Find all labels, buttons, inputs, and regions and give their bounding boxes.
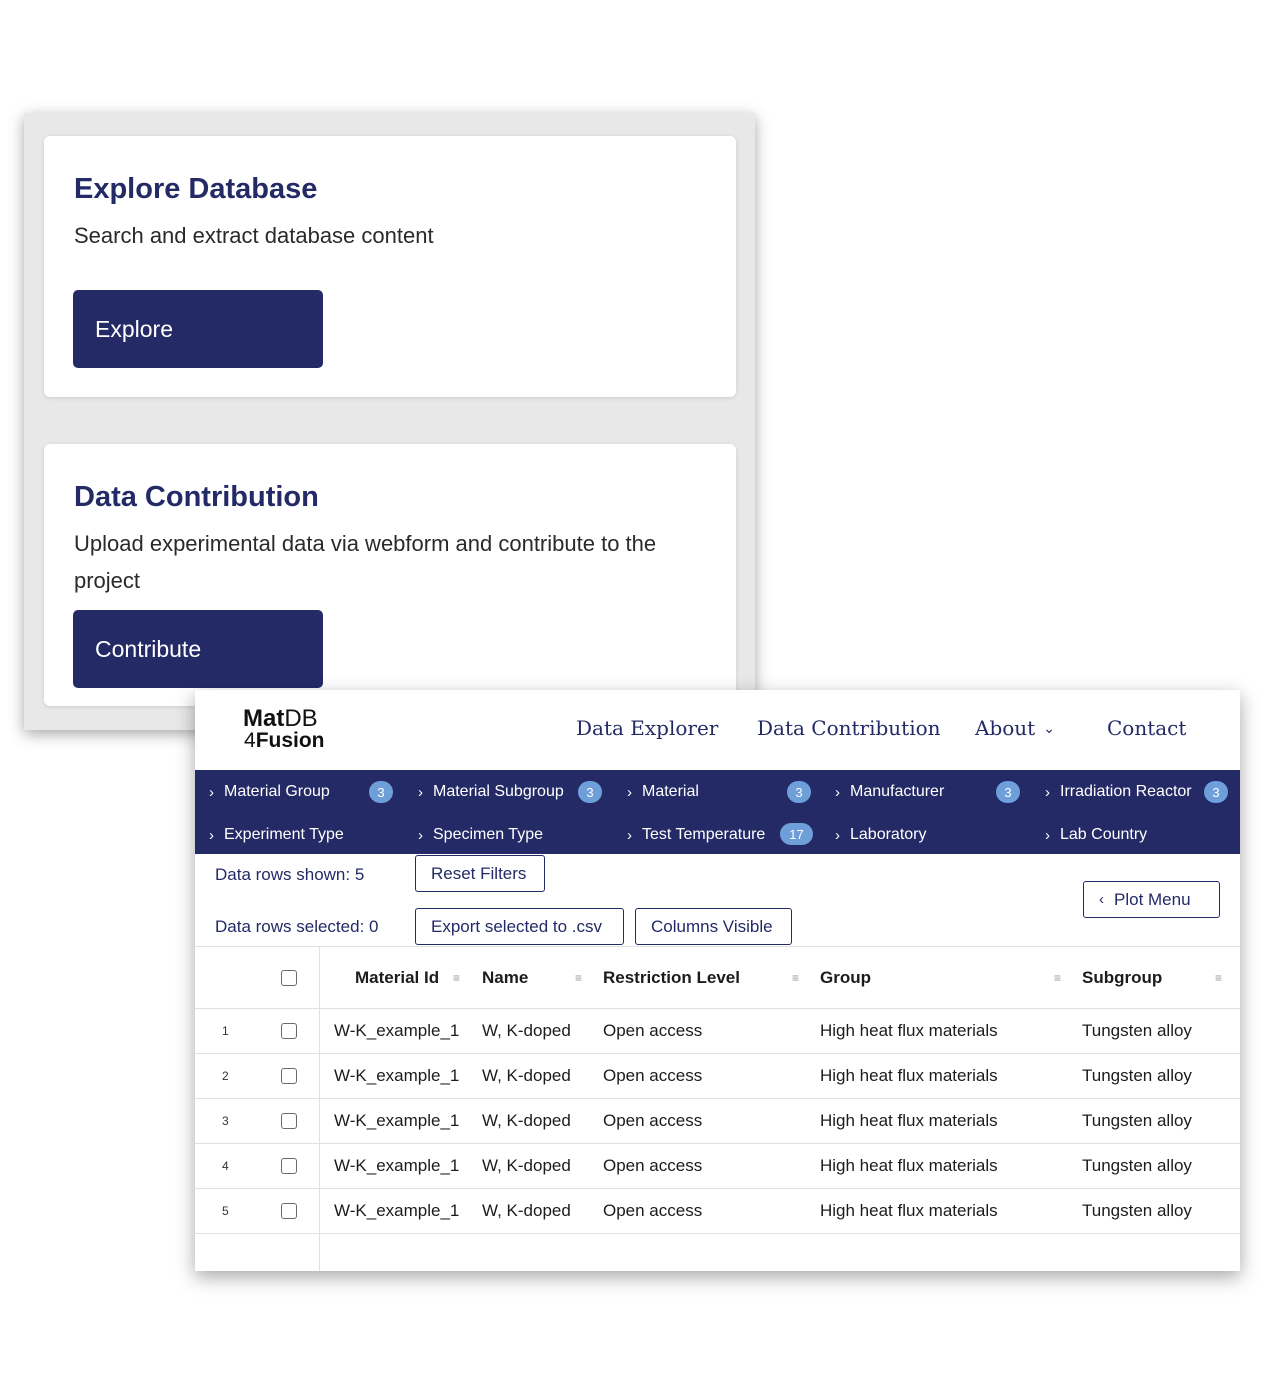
row-number: 3: [222, 1114, 229, 1128]
filter-label: Irradiation Reactor: [1060, 783, 1192, 800]
filter-label: Lab Country: [1060, 826, 1148, 843]
cell-material-id: W-K_example_1: [334, 1156, 460, 1175]
cell-name: W, K-doped: [482, 1021, 571, 1040]
filter-material-group[interactable]: [209, 777, 330, 807]
nav-data-contribution[interactable]: Data Contribution: [757, 716, 941, 740]
logo-db: DB: [284, 705, 318, 732]
cell-material-id: W-K_example_1: [334, 1111, 460, 1130]
plot-menu-label: Plot Menu: [1114, 889, 1191, 909]
sort-filter-icon[interactable]: ≡: [575, 970, 583, 985]
filter-count-badge: 3: [787, 781, 811, 803]
explore-button[interactable]: Explore: [73, 290, 323, 368]
sort-filter-icon[interactable]: ≡: [1215, 970, 1223, 985]
cell-restriction-level: Open access: [603, 1156, 703, 1175]
top-navbar: [195, 690, 1240, 770]
contribute-button[interactable]: Contribute: [73, 610, 323, 688]
nav-about[interactable]: [975, 716, 1055, 740]
cell-restriction-level: Open access: [603, 1111, 703, 1130]
export-csv-button[interactable]: Export selected to .csv: [415, 908, 624, 945]
filter-test-temperature[interactable]: [627, 820, 765, 850]
header-material-id[interactable]: Material Id: [355, 967, 440, 987]
sort-filter-icon[interactable]: ≡: [792, 970, 800, 985]
cell-restriction-level: Open access: [603, 1066, 703, 1085]
logo-mat: Mat: [243, 705, 285, 732]
explore-card: [44, 136, 736, 397]
chevron-right-icon: ›: [1045, 783, 1050, 801]
table-empty-row: [195, 1233, 1240, 1271]
row-checkbox[interactable]: [281, 1023, 297, 1039]
cell-restriction-level: Open access: [603, 1201, 703, 1220]
nav-contact[interactable]: Contact: [1107, 716, 1187, 740]
filter-lab-country[interactable]: [1045, 820, 1147, 850]
columns-visible-button[interactable]: Columns Visible: [635, 908, 792, 945]
select-all-checkbox[interactable]: [281, 970, 297, 986]
filter-irradiation-reactor[interactable]: [1045, 777, 1192, 807]
logo-4: 4: [244, 729, 256, 752]
nav-about-label: About: [975, 716, 1036, 740]
chevron-left-icon: ‹: [1099, 891, 1104, 908]
header-subgroup[interactable]: Subgroup: [1082, 967, 1163, 987]
sort-filter-icon[interactable]: ≡: [453, 970, 461, 985]
cell-subgroup: Tungsten alloy: [1082, 1111, 1192, 1130]
filter-material[interactable]: [627, 777, 699, 807]
cell-material-id: W-K_example_1: [334, 1066, 460, 1085]
filter-count-badge: 3: [369, 781, 393, 803]
row-number: 2: [222, 1069, 229, 1083]
cell-group: High heat flux materials: [820, 1111, 998, 1130]
chevron-right-icon: ›: [418, 783, 423, 801]
filter-label: Material: [642, 783, 699, 800]
table-row[interactable]: [195, 1098, 1240, 1143]
matdb4fusion-logo[interactable]: [243, 705, 325, 752]
logo-fusion: Fusion: [255, 729, 325, 752]
cell-group: High heat flux materials: [820, 1201, 998, 1220]
filter-laboratory[interactable]: [835, 820, 927, 850]
table-row[interactable]: [195, 1053, 1240, 1098]
filter-label: Material Subgroup: [433, 783, 564, 800]
filter-label: Manufacturer: [850, 783, 945, 800]
chevron-right-icon: ›: [209, 783, 214, 801]
row-select-cell: [281, 1054, 297, 1098]
filter-manufacturer[interactable]: [835, 777, 944, 807]
row-checkbox[interactable]: [281, 1113, 297, 1129]
header-group[interactable]: Group: [820, 967, 871, 987]
table-controls: [195, 854, 1240, 946]
contribute-card-title: Data Contribution: [74, 481, 319, 513]
cell-name: W, K-doped: [482, 1066, 571, 1085]
filter-count-badge: 3: [1204, 781, 1228, 803]
table-row[interactable]: [195, 1008, 1240, 1053]
filter-label: Experiment Type: [224, 826, 344, 843]
header-restriction-level[interactable]: Restriction Level: [603, 967, 740, 987]
row-checkbox[interactable]: [281, 1203, 297, 1219]
table-row[interactable]: [195, 1143, 1240, 1188]
filter-specimen-type[interactable]: [418, 820, 543, 850]
cell-material-id: W-K_example_1: [334, 1201, 460, 1220]
chevron-right-icon: ›: [627, 826, 632, 844]
filter-label: Material Group: [224, 783, 330, 800]
cell-material-id: W-K_example_1: [334, 1021, 460, 1040]
landing-panel: [24, 113, 755, 730]
data-table: [195, 946, 1240, 1271]
column-divider: [319, 946, 320, 1271]
chevron-right-icon: ›: [835, 783, 840, 801]
filter-label: Laboratory: [850, 826, 927, 843]
cell-name: W, K-doped: [482, 1111, 571, 1130]
table-header-row: [195, 946, 1240, 1008]
nav-data-explorer[interactable]: Data Explorer: [576, 716, 719, 740]
cell-name: W, K-doped: [482, 1156, 571, 1175]
explore-card-title: Explore Database: [74, 173, 318, 205]
contribute-card-description: Upload experimental data via webform and contribute to the project: [74, 531, 657, 593]
rows-shown-text: Data rows shown: 5: [215, 865, 365, 884]
cell-restriction-level: Open access: [603, 1021, 703, 1040]
cell-group: High heat flux materials: [820, 1156, 998, 1175]
filter-count-badge: 3: [578, 781, 602, 803]
cell-subgroup: Tungsten alloy: [1082, 1066, 1192, 1085]
row-select-cell: [281, 1099, 297, 1143]
reset-filters-button[interactable]: Reset Filters: [415, 855, 545, 892]
row-number: 4: [222, 1159, 229, 1173]
plot-menu-button[interactable]: [1083, 881, 1220, 918]
row-select-cell: [281, 1189, 297, 1233]
cell-group: High heat flux materials: [820, 1066, 998, 1085]
filter-experiment-type[interactable]: [209, 820, 344, 850]
rows-selected-text: Data rows selected: 0: [215, 917, 379, 936]
filter-label: Test Temperature: [642, 826, 766, 843]
header-name[interactable]: Name: [482, 967, 529, 987]
explore-card-description: Search and extract database content: [74, 223, 434, 248]
filter-count-badge: 3: [996, 781, 1020, 803]
row-checkbox[interactable]: [281, 1068, 297, 1084]
chevron-right-icon: ›: [1045, 826, 1050, 844]
row-number: 5: [222, 1204, 229, 1218]
chevron-right-icon: ›: [835, 826, 840, 844]
data-explorer-window: [195, 690, 1240, 1271]
row-select-cell: [281, 1144, 297, 1188]
row-number: 1: [222, 1024, 229, 1038]
filter-count-badge: 17: [780, 823, 813, 845]
row-select-cell: [281, 1009, 297, 1053]
cell-subgroup: Tungsten alloy: [1082, 1201, 1192, 1220]
filter-material-subgroup[interactable]: [418, 777, 564, 807]
chevron-right-icon: ›: [627, 783, 632, 801]
chevron-right-icon: ›: [209, 826, 214, 844]
cell-subgroup: Tungsten alloy: [1082, 1021, 1192, 1040]
table-row[interactable]: [195, 1188, 1240, 1233]
select-all-cell: [281, 947, 297, 1008]
chevron-down-icon: ⌄: [1043, 721, 1055, 737]
filter-label: Specimen Type: [433, 826, 543, 843]
sort-filter-icon[interactable]: ≡: [1054, 970, 1062, 985]
row-checkbox[interactable]: [281, 1158, 297, 1174]
cell-name: W, K-doped: [482, 1201, 571, 1220]
contribute-card: [44, 444, 736, 706]
cell-group: High heat flux materials: [820, 1021, 998, 1040]
cell-subgroup: Tungsten alloy: [1082, 1156, 1192, 1175]
chevron-right-icon: ›: [418, 826, 423, 844]
